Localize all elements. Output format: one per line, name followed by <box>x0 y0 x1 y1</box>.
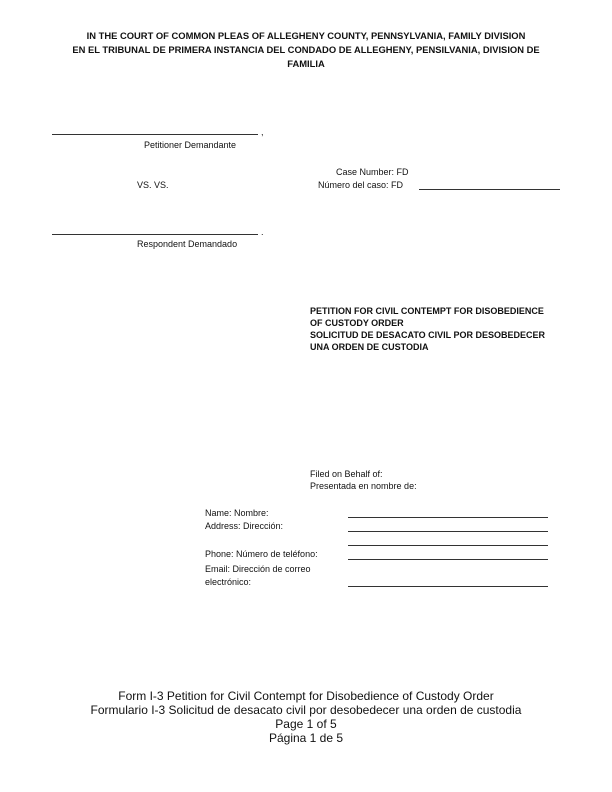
name-field[interactable] <box>348 517 548 518</box>
court-header-line-3: FAMILIA <box>287 58 325 69</box>
footer-form-title-es: Formulario I-3 Solicitud de desacato civil por desobedecer una orden de custodia <box>90 703 522 717</box>
name-label: Name: Nombre: <box>205 508 269 518</box>
title-line-4: UNA ORDEN DE CUSTODIA <box>310 342 429 352</box>
case-number-label-es: Número del caso: FD <box>318 180 404 190</box>
filed-on-behalf <box>310 468 417 492</box>
email-label-1: Email: Dirección de correo <box>205 564 311 574</box>
petitioner-name-line[interactable] <box>52 134 258 135</box>
email-label-2: electrónico: <box>205 577 252 587</box>
phone-field[interactable] <box>348 559 548 560</box>
address-field-2[interactable] <box>348 545 548 546</box>
page-footer <box>0 689 612 745</box>
petitioner-comma: , <box>261 127 264 137</box>
filed-line-2: Presentada en nombre de: <box>310 481 417 491</box>
address-field-1[interactable] <box>348 531 548 532</box>
phone-label: Phone: Número de teléfono: <box>205 549 318 559</box>
petitioner-label: Petitioner Demandante <box>144 140 237 150</box>
respondent-label: Respondent Demandado <box>137 239 238 249</box>
filed-line-1: Filed on Behalf of: <box>310 469 383 479</box>
respondent-period: . <box>261 227 264 237</box>
court-header <box>60 29 552 71</box>
title-line-2: OF CUSTODY ORDER <box>310 318 404 328</box>
versus-label: VS. VS. <box>137 180 169 190</box>
email-field[interactable] <box>348 586 548 587</box>
address-label: Address: Dirección: <box>205 521 284 531</box>
footer-page-number-en: Page 1 of 5 <box>275 717 337 731</box>
case-number-line[interactable] <box>419 189 560 190</box>
case-number-label-en: Case Number: FD <box>336 167 409 177</box>
footer-form-title-en: Form I-3 Petition for Civil Contempt for Disobedience of Custody Order <box>118 689 494 703</box>
court-header-line-1: IN THE COURT OF COMMON PLEAS OF ALLEGHENY COUNTY, PENNSYLVANIA, FAMILY DIVISION <box>86 30 526 41</box>
title-line-1: PETITION FOR CIVIL CONTEMPT FOR DISOBEDIENCE <box>310 306 544 316</box>
court-header-line-2: EN EL TRIBUNAL DE PRIMERA INSTANCIA DEL CONDADO DE ALLEGHENY, PENSILVANIA, DIVISION DE <box>72 44 540 55</box>
title-line-3: SOLICITUD DE DESACATO CIVIL POR DESOBEDECER <box>310 330 546 340</box>
footer-page-number-es: Página 1 de 5 <box>268 731 344 745</box>
respondent-name-line[interactable] <box>52 234 258 235</box>
document-title <box>310 305 545 353</box>
